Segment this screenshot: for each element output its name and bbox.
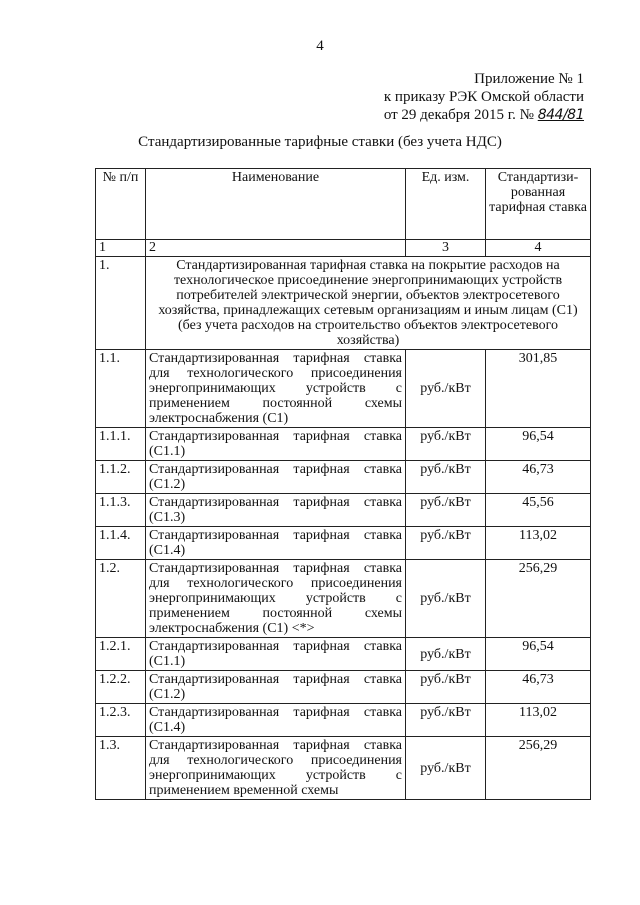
appendix-line-2: к приказу РЭК Омской области <box>383 89 584 105</box>
header-value: Стандартизи- рованная тарифная ставка <box>486 169 591 240</box>
index-cell: 4 <box>486 240 591 257</box>
row-name: Стандартизированная тарифная ставка на покрытие расходов на технологическое присоединение энергопринимающих устройств потребителей электрической энергии, объектов электросетевого хозяйства, принадлежащих сетевым организациям и иным лицам (С1) (без учета расходов на строительство объектов электросетевого хозяйства) <box>146 257 591 350</box>
row-num: 1.3. <box>96 737 146 800</box>
row-num: 1.1.4. <box>96 527 146 560</box>
row-name: Стандартизированная тарифная ставка для технологического присоединения энергопринимающих устройств с применением временной схемы <box>146 737 406 800</box>
appendix-line-1: Приложение № 1 <box>474 71 584 87</box>
row-name: Стандартизированная тарифная ставка для технологического присоединения энергопринимающих устройств с применением постоянной схемы электроснабжения (С1) <*> <box>146 560 406 638</box>
table-row <box>96 671 591 704</box>
table-row <box>96 461 591 494</box>
order-number: 844/81 <box>537 107 584 123</box>
row-name: Стандартизированная тарифная ставка (С1.4) <box>146 704 406 737</box>
row-unit: руб./кВт <box>406 638 486 671</box>
row-name: Стандартизированная тарифная ставка (С1.1) <box>146 638 406 671</box>
table-header-row <box>96 169 591 240</box>
row-unit: руб./кВт <box>406 494 486 527</box>
row-unit: руб./кВт <box>406 350 486 428</box>
page-number: 4 <box>316 38 324 54</box>
row-num: 1.1.3. <box>96 494 146 527</box>
appendix-line-3 <box>384 106 584 124</box>
row-value: 45,56 <box>486 494 591 527</box>
row-value: 46,73 <box>486 671 591 704</box>
row-name: Стандартизированная тарифная ставка для технологического присоединения энергопринимающих устройств с применением постоянной схемы электроснабжения (С1) <box>146 350 406 428</box>
row-unit: руб./кВт <box>406 527 486 560</box>
appendix-block <box>384 70 584 124</box>
row-name: Стандартизированная тарифная ставка (С1.2) <box>146 461 406 494</box>
header-unit: Ед. изм. <box>406 169 486 240</box>
row-value: 96,54 <box>486 428 591 461</box>
row-name: Стандартизированная тарифная ставка (С1.4) <box>146 527 406 560</box>
row-num: 1.2.1. <box>96 638 146 671</box>
index-cell: 2 <box>146 240 406 257</box>
document-title: Стандартизированные тарифные ставки (без учета НДС) <box>138 134 502 150</box>
row-value: 256,29 <box>486 737 591 800</box>
tariff-table <box>95 168 591 800</box>
row-unit: руб./кВт <box>406 428 486 461</box>
header-name: Наименование <box>146 169 406 240</box>
row-unit: руб./кВт <box>406 461 486 494</box>
row-name: Стандартизированная тарифная ставка (С1.3) <box>146 494 406 527</box>
row-num: 1.2. <box>96 560 146 638</box>
table-row <box>96 560 591 638</box>
table-row <box>96 257 591 350</box>
row-value: 113,02 <box>486 704 591 737</box>
row-value: 301,85 <box>486 350 591 428</box>
index-cell: 1 <box>96 240 146 257</box>
table-row <box>96 494 591 527</box>
table-row <box>96 527 591 560</box>
table-row <box>96 737 591 800</box>
row-num: 1.1. <box>96 350 146 428</box>
row-unit: руб./кВт <box>406 671 486 704</box>
row-value: 256,29 <box>486 560 591 638</box>
table-row <box>96 704 591 737</box>
row-unit: руб./кВт <box>406 737 486 800</box>
row-value: 113,02 <box>486 527 591 560</box>
row-num: 1. <box>96 257 146 350</box>
row-num: 1.2.2. <box>96 671 146 704</box>
table-row <box>96 428 591 461</box>
table-row <box>96 350 591 428</box>
row-name: Стандартизированная тарифная ставка (С1.2) <box>146 671 406 704</box>
row-num: 1.2.3. <box>96 704 146 737</box>
row-value: 46,73 <box>486 461 591 494</box>
index-cell: 3 <box>406 240 486 257</box>
row-name: Стандартизированная тарифная ставка (С1.1) <box>146 428 406 461</box>
row-num: 1.1.2. <box>96 461 146 494</box>
header-num: № п/п <box>96 169 146 240</box>
row-unit: руб./кВт <box>406 704 486 737</box>
row-num: 1.1.1. <box>96 428 146 461</box>
order-date: от 29 декабря 2015 г. № <box>383 107 538 123</box>
row-unit: руб./кВт <box>406 560 486 638</box>
row-value: 96,54 <box>486 638 591 671</box>
table-row <box>96 638 591 671</box>
index-row <box>96 240 591 257</box>
